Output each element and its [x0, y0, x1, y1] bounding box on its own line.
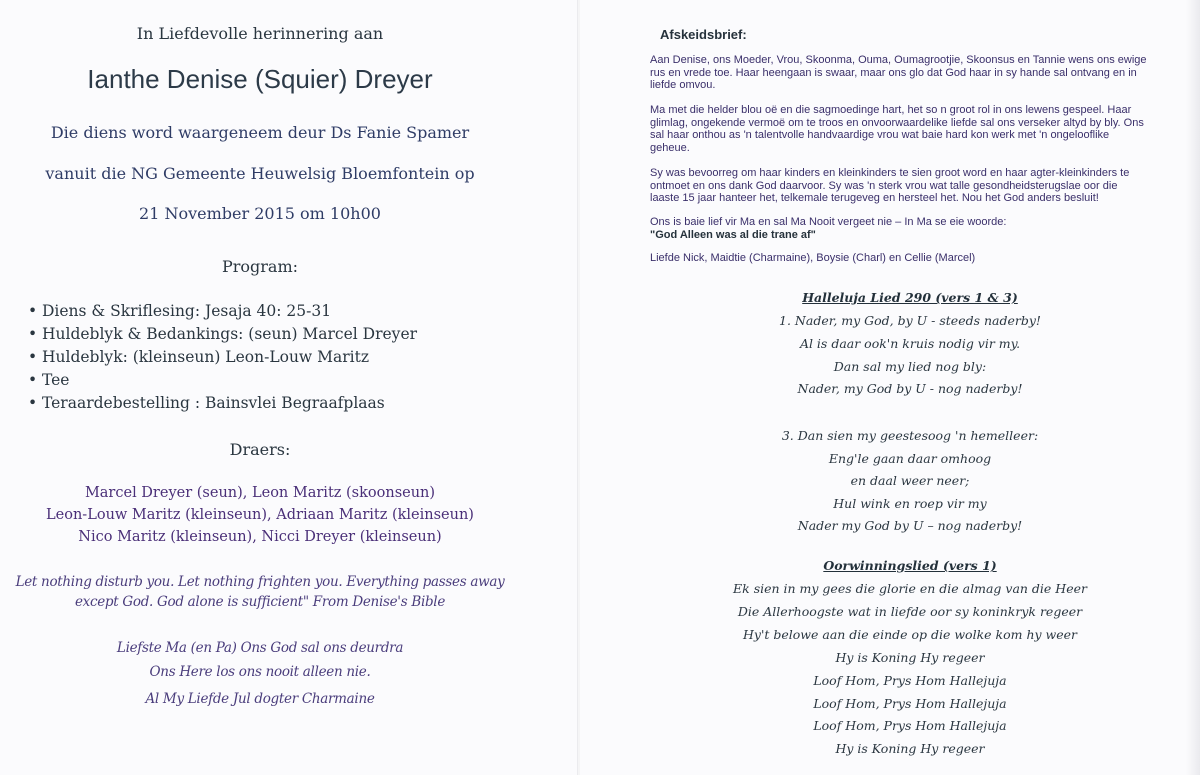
farewell-paragraph: Sy was bevoorreg om haar kinders en kleinkinders te sien groot word en haar agter-kleinkinders te ontmoet en ons dank God daarvoor. Sy was 'n sterk vrou wat talle gesondheidsterugslae oor die laaste 15 jaar hanteer het, telkemale terugeveg en hersteel het. Nou het God anders besluit!	[650, 167, 1130, 204]
deceased-name: Ianthe Denise (Squier) Dreyer	[87, 64, 433, 94]
hymn-line: 1. Nader, my God, by U - steeds naderby!	[779, 313, 1041, 328]
hymn-line: Al is daar ook'n kruis nodig vir my.	[799, 336, 1021, 351]
signoff-line: Liefde Nick, Maidtie (Charmaine), Boysie (Charl) en Cellie (Marcel)	[650, 252, 976, 264]
program-item: • Teraardebestelling : Bainsvlei Begraafplaas	[42, 392, 417, 415]
program-item: • Huldeblyk & Bedankings: (seun) Marcel Dreyer	[42, 323, 417, 346]
program-list	[42, 300, 417, 415]
draers-heading: Draers:	[229, 440, 291, 459]
closing-line: Liefste Ma (en Pa) Ons God sal ons deurdra	[116, 640, 404, 656]
hymn-line: Dan sal my lied nog bly:	[833, 359, 987, 374]
program-item: • Huldeblyk: (kleinseun) Leon-Louw Maritz	[42, 346, 417, 369]
service-date: 21 November 2015 om 10h00	[139, 204, 381, 223]
hymn-line: Nader, my God by U - nog naderby!	[797, 381, 1023, 396]
hymn-line: Hy is Koning Hy regeer	[835, 741, 985, 756]
program-item: • Tee	[42, 369, 417, 392]
hymn-line: Nader my God by U – nog naderby!	[797, 518, 1023, 533]
farewell-heading: Afskeidsbrief:	[660, 27, 747, 42]
hymn-line: Hy't belowe aan die einde op die wolke kom hy weer	[742, 627, 1078, 642]
closing-line: Ons Here los ons nooit alleen nie.	[149, 664, 371, 680]
farewell-paragraph: Ma met die helder blou oë en die sagmoedinge hart, het so n groot rol in ons lewens gespeel. Haar glimlag, ongekende vermoë om te troos en onvoorwaardelike liefde sal ons verseker altyd by bly. Ons sal haar onthou as 'n talentvolle handvaardige vrou wat baie hard kon werk met 'n ongelooflike geheue.	[650, 104, 1144, 154]
intro-line: In Liefdevolle herinnering aan	[136, 24, 384, 43]
program-item: • Diens & Skriflesing: Jesaja 40: 25-31	[42, 300, 417, 323]
left-page	[0, 0, 579, 775]
quote-line: except God. God alone is sufficient" From Denise's Bible	[74, 594, 446, 610]
hymn-line: Loof Hom, Prys Hom Hallejuja	[813, 673, 1007, 688]
hymn1-title: Halleluja Lied 290 (vers 1 & 3)	[802, 290, 1018, 305]
draers-line: Nico Maritz (kleinseun), Nicci Dreyer (kleinseun)	[78, 529, 442, 545]
draers-line: Marcel Dreyer (seun), Leon Maritz (skoonseun)	[84, 485, 436, 501]
program-heading: Program:	[221, 257, 299, 276]
hymn-line: Hul wink en roep vir my	[833, 496, 987, 511]
farewell-quote-block	[650, 216, 1148, 241]
quote-line: Let nothing disturb you. Let nothing frighten you. Everything passes away	[15, 574, 505, 590]
hymn2-title: Oorwinningslied (vers 1)	[823, 558, 997, 573]
hymn-line: Die Allerhoogste wat in liefde oor sy koninkryk regeer	[737, 604, 1083, 619]
closing-line: Al My Liefde Jul dogter Charmaine	[145, 691, 375, 707]
service-by: Die diens word waargeneem deur Ds Fanie Spamer	[50, 123, 470, 142]
hymn-line: Eng'le gaan daar omhoog	[828, 451, 992, 466]
hymn-line: Ek sien in my gees die glorie en die almag van die Heer	[733, 581, 1087, 596]
draers-line: Leon-Louw Maritz (kleinseun), Adriaan Maritz (kleinseun)	[46, 507, 474, 523]
hymn-line: en daal weer neer;	[850, 473, 970, 488]
hymn-line: 3. Dan sien my geestesoog 'n hemelleer:	[781, 428, 1039, 443]
hymn-line: Loof Hom, Prys Hom Hallejuja	[813, 718, 1007, 733]
farewell-quote: "God Alleen was al die trane af"	[650, 228, 816, 241]
venue-line: vanuit die NG Gemeente Heuwelsig Bloemfontein op	[45, 164, 475, 183]
hymn-line: Hy is Koning Hy regeer	[835, 650, 985, 665]
farewell-line: Ons is baie lief vir Ma en sal Ma Nooit vergeet nie – In Ma se eie woorde:	[650, 216, 1007, 228]
hymn-line: Loof Hom, Prys Hom Hallejuja	[813, 696, 1007, 711]
farewell-paragraph: Aan Denise, ons Moeder, Vrou, Skoonma, Ouma, Oumagrootjie, Skoonsus en Tannie wens ons ewige rus en vrede toe. Haar heengaan is swaar, maar ons glo dat God haar in sy hande sal ontvang en in liefde omvou.	[650, 54, 1147, 91]
